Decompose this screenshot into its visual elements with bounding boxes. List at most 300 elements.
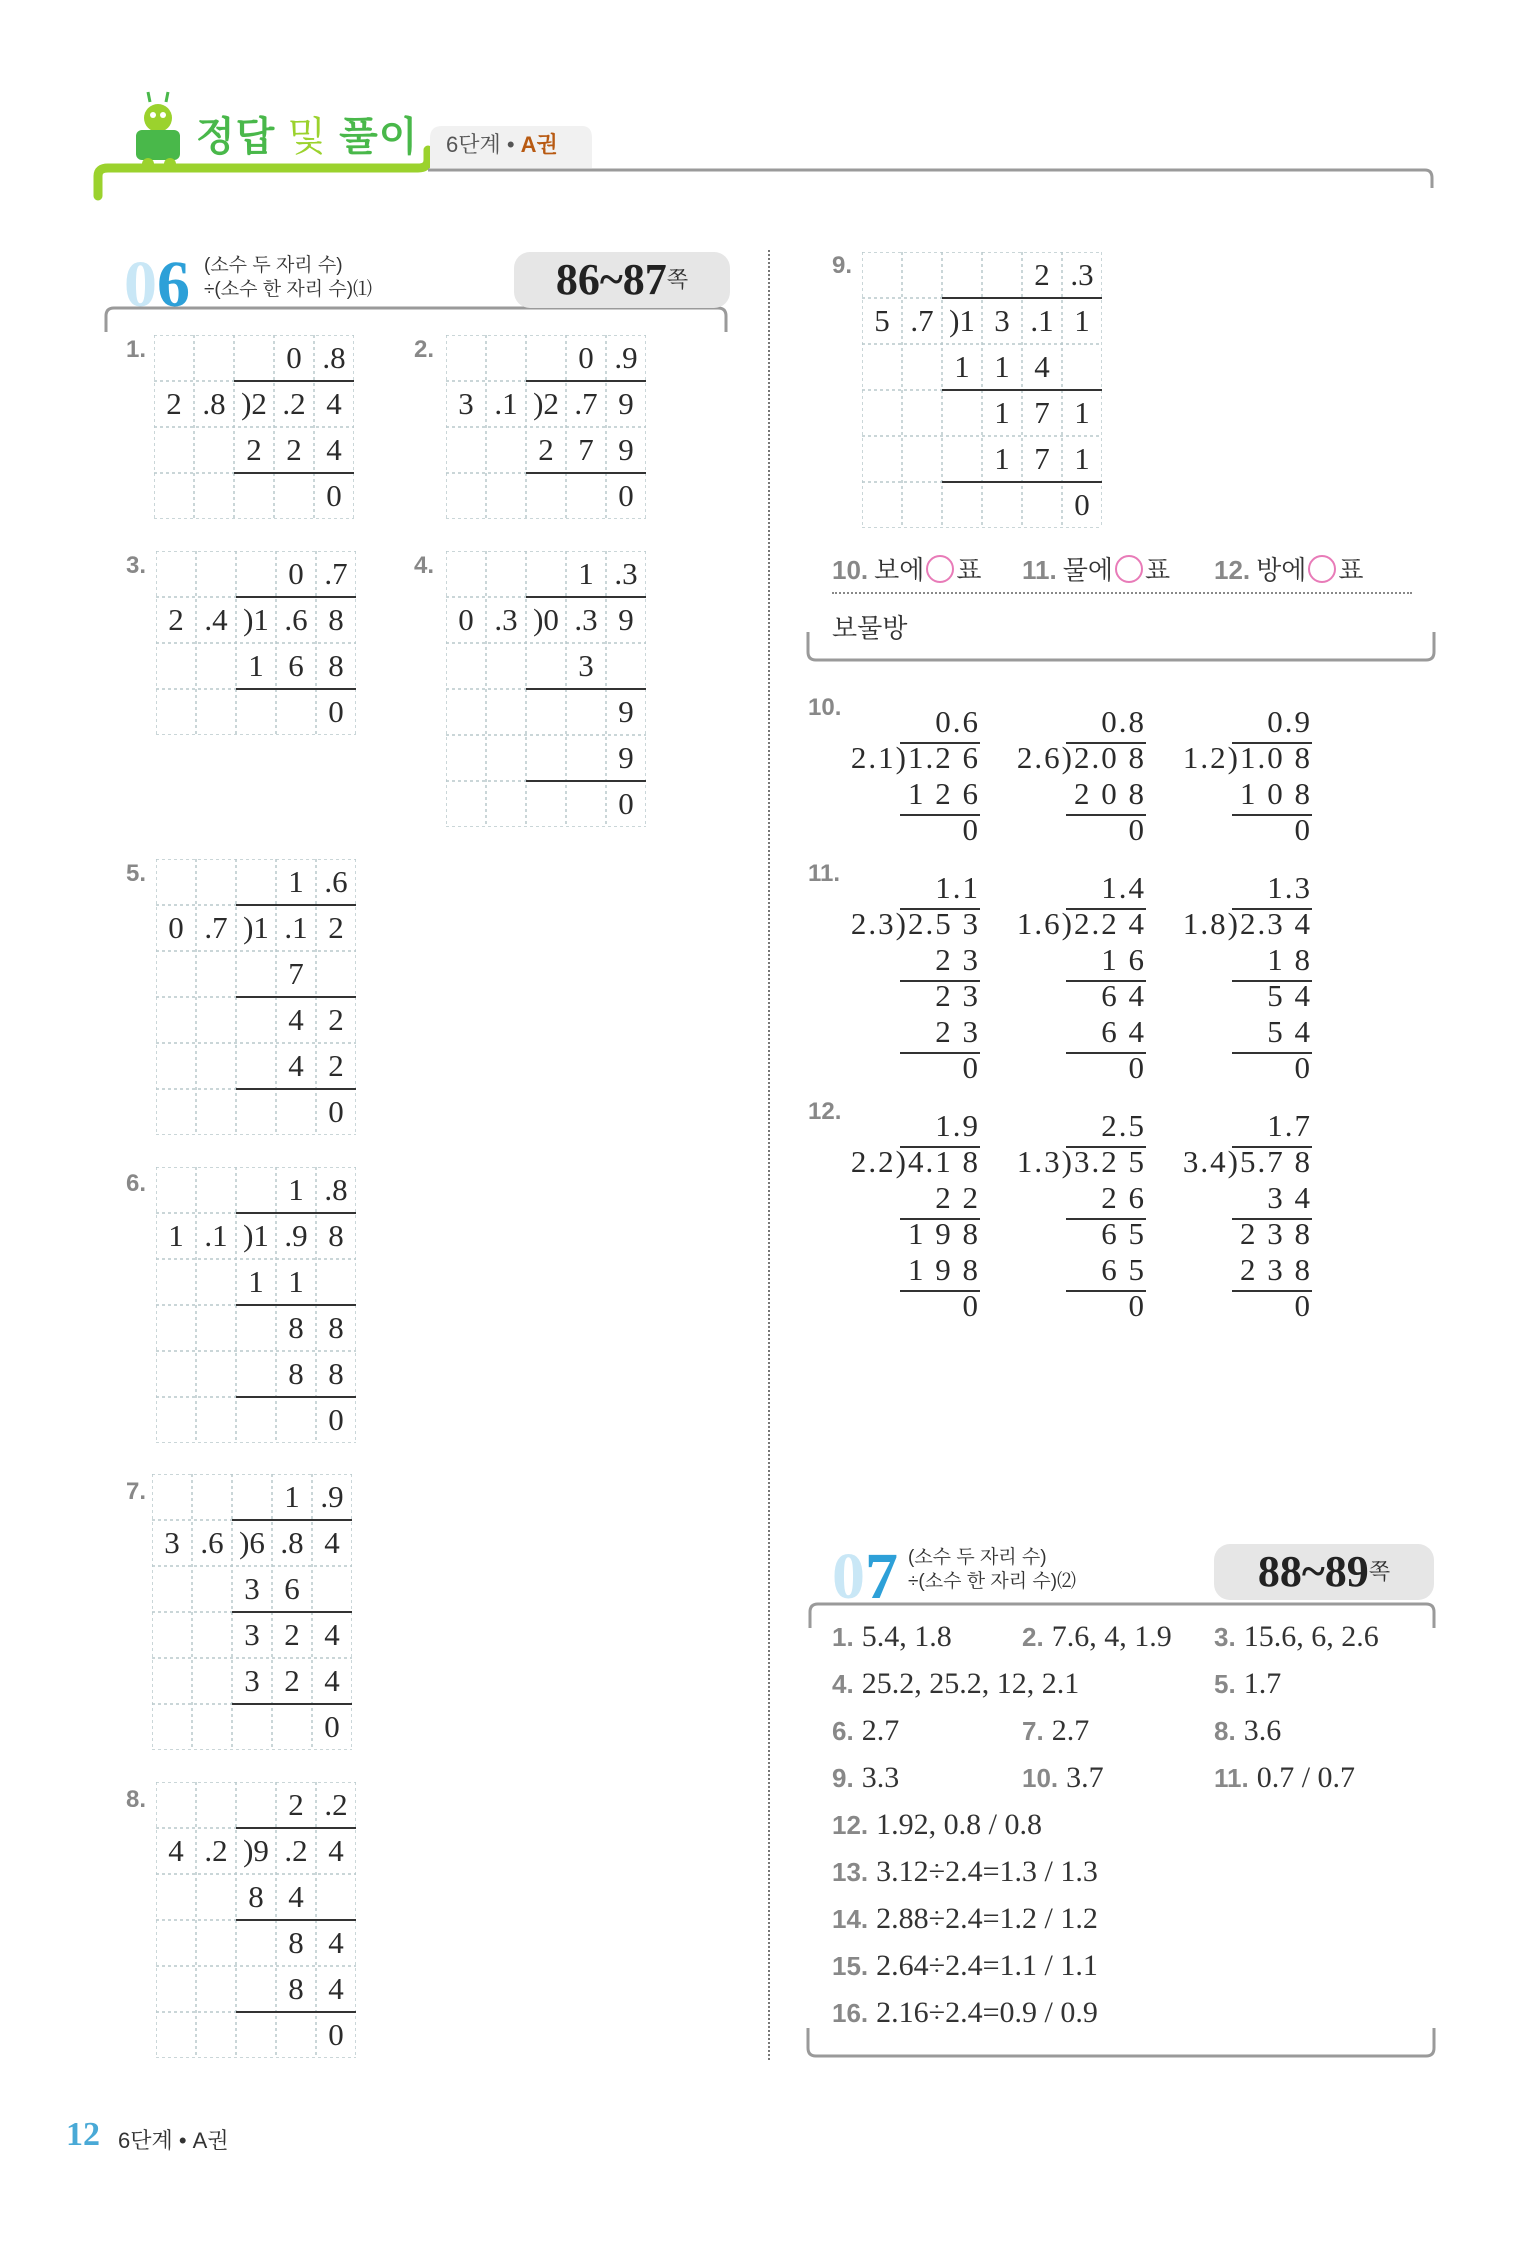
grid-digit: 2	[166, 386, 182, 421]
grid-digit	[156, 859, 196, 905]
grid-digit	[196, 1782, 236, 1828]
ld-line: 0	[1128, 812, 1146, 847]
ld-rule	[900, 1146, 980, 1148]
circle-icon	[1115, 555, 1143, 583]
ld-line: 0.6	[935, 704, 980, 739]
answer-value: 5.4, 1.8	[861, 1620, 952, 1653]
grid-digit	[526, 781, 566, 827]
grid-digit	[486, 689, 526, 735]
grid-digit	[152, 1566, 192, 1612]
answer-value: 25.2, 25.2, 12, 2.1	[861, 1667, 1080, 1700]
grid-digit: 3	[244, 1571, 260, 1606]
grid-digit	[942, 252, 982, 298]
answer-number: 7.	[1022, 1716, 1044, 1746]
answer-number: 10.	[1022, 1763, 1059, 1793]
grid-digit	[486, 781, 526, 827]
grid-digit	[192, 1474, 232, 1520]
ld-rule	[900, 980, 980, 982]
ld-rule	[1232, 1290, 1312, 1292]
grid-digit: .7	[324, 556, 348, 591]
grid-digit: 3	[244, 1617, 260, 1652]
grid-digit: 0	[458, 602, 474, 637]
grid-digit	[196, 1043, 236, 1089]
grid-digit: 1	[578, 556, 594, 591]
grid-digit	[192, 1566, 232, 1612]
grid-digit: 1	[994, 349, 1010, 384]
grid-digit	[194, 473, 234, 519]
grid-digit	[196, 551, 236, 597]
grid-digit: 2	[284, 1663, 300, 1698]
ld-line: 0	[962, 1050, 980, 1085]
grid-digit	[236, 859, 276, 905]
grid-digit: .8	[324, 1172, 348, 1207]
grid-digit	[446, 335, 486, 381]
grid-digit: 0	[618, 478, 634, 513]
grid-digit: 9	[618, 694, 634, 729]
grid-digit: .2	[324, 1787, 348, 1822]
grid-digit	[236, 1966, 276, 2012]
grid-digit: 1	[248, 1264, 264, 1299]
answer-number: 8.	[1214, 1716, 1236, 1746]
grid-digit	[902, 252, 942, 298]
answer-item	[832, 1667, 1079, 1701]
mascot-icon	[136, 92, 180, 170]
grid-digit	[236, 1782, 276, 1828]
answer-item	[832, 1902, 1098, 1936]
grid-digit	[156, 551, 196, 597]
answer-value: 2.88÷2.4=1.2 / 1.2	[876, 1902, 1098, 1935]
section07-pages: 88~89쪽	[1214, 1544, 1434, 1600]
grid-digit: .8	[202, 386, 226, 421]
problem-label: 1.	[126, 336, 147, 363]
grid-digit	[196, 1167, 236, 1213]
grid-digit	[862, 436, 902, 482]
answer-value: 2.16÷2.4=0.9 / 0.9	[876, 1996, 1098, 2029]
grid-digit	[196, 1966, 236, 2012]
grid-digit: )2	[533, 386, 559, 421]
grid-digit	[446, 427, 486, 473]
grid-digit: 8	[328, 602, 344, 637]
grid-digit	[236, 1305, 276, 1351]
grid-digit: 4	[326, 432, 342, 467]
grid-digit: 8	[288, 1310, 304, 1345]
grid-digit: .3	[1070, 257, 1094, 292]
grid-digit: 9	[618, 386, 634, 421]
answer-value: 7.6, 4, 1.9	[1051, 1620, 1172, 1653]
grid-digit	[236, 997, 276, 1043]
ld-line: 1.3)3.2 5	[1016, 1144, 1146, 1179]
grid-digit: )0	[533, 602, 559, 637]
grid-digit	[152, 1474, 192, 1520]
ld-rule	[1232, 1052, 1312, 1054]
answer-value: 2.7	[1051, 1714, 1090, 1747]
grid-digit: .1	[284, 910, 308, 945]
problem-label: 5.	[126, 860, 147, 887]
grid-digit	[486, 643, 526, 689]
grid-digit	[156, 2012, 196, 2058]
answer-value: 3.12÷2.4=1.3 / 1.3	[876, 1855, 1098, 1888]
grid-digit	[236, 2012, 276, 2058]
grid-digit: 7	[1034, 395, 1050, 430]
grid-digit: 3	[244, 1663, 260, 1698]
ld-line: 0	[962, 1288, 980, 1323]
grid-digit: 0	[1074, 487, 1090, 522]
grid-digit	[196, 1351, 236, 1397]
grid-digit: 1	[248, 648, 264, 683]
grid-digit: .7	[204, 910, 228, 945]
grid-digit	[192, 1612, 232, 1658]
grid-digit	[526, 551, 566, 597]
answer-value: 1.92, 0.8 / 0.8	[876, 1808, 1042, 1841]
grid-digit: 8	[328, 1356, 344, 1391]
grid-digit	[446, 643, 486, 689]
ld-line: 2 3 8	[1240, 1252, 1312, 1287]
grid-digit	[566, 781, 606, 827]
ld-line: 1.4	[1101, 870, 1146, 905]
grid-digit: 0	[288, 556, 304, 591]
ld-line: 1 9 8	[908, 1216, 980, 1251]
grid-digit	[236, 1167, 276, 1213]
answer-number: 15.	[832, 1951, 869, 1981]
grid-digit: 2	[168, 602, 184, 637]
grid-digit	[982, 252, 1022, 298]
ld-line: 1.3	[1267, 870, 1312, 905]
grid-digit: .4	[204, 602, 228, 637]
grid-digit: )9	[243, 1833, 269, 1868]
grid-digit	[486, 335, 526, 381]
grid-digit	[156, 1089, 196, 1135]
ld-line: 6 5	[1101, 1252, 1146, 1287]
section06-pages: 86~87쪽	[514, 252, 730, 308]
grid-digit: 6	[288, 648, 304, 683]
answer-item	[832, 1620, 952, 1654]
footer-tag: 6단계 • A권	[118, 2128, 229, 2153]
grid-digit: 0	[324, 1709, 340, 1744]
circle-icon	[1308, 555, 1336, 583]
problem-label: 9.	[832, 252, 853, 279]
grid-digit	[446, 781, 486, 827]
answer-number: 3.	[1214, 1622, 1236, 1652]
grid-digit	[196, 1259, 236, 1305]
ld-line: 1.9	[935, 1108, 980, 1143]
division-grid	[862, 252, 1102, 528]
division-grid	[446, 335, 646, 519]
grid-digit: 0	[286, 340, 302, 375]
grid-digit: 4	[324, 1617, 340, 1652]
division-grid	[156, 1782, 356, 2058]
answer-number: 14.	[832, 1904, 869, 1934]
grid-digit: )1	[949, 303, 975, 338]
grid-digit: .3	[614, 556, 638, 591]
grid-digit: 8	[288, 1925, 304, 1960]
grid-digit	[196, 1397, 236, 1443]
grid-digit	[156, 689, 196, 735]
grid-digit	[862, 344, 902, 390]
ld-line: 1.7	[1267, 1108, 1312, 1143]
ld-rule	[1066, 980, 1146, 982]
grid-digit	[236, 1089, 276, 1135]
grid-digit	[196, 689, 236, 735]
grid-digit	[152, 1612, 192, 1658]
ld-rule	[1232, 1218, 1312, 1220]
grid-digit	[566, 689, 606, 735]
grid-digit	[156, 1351, 196, 1397]
grid-digit: 3	[458, 386, 474, 421]
grid-digit: .2	[282, 386, 306, 421]
grid-digit	[156, 997, 196, 1043]
ld-rule	[900, 1052, 980, 1054]
ld-line: 0.9	[1267, 704, 1312, 739]
grid-digit: 6	[284, 1571, 300, 1606]
answer-item	[1022, 1714, 1089, 1748]
answer-item	[832, 1996, 1098, 2030]
grid-digit	[236, 1043, 276, 1089]
section07-bracket	[806, 2026, 1436, 2066]
grid-digit	[152, 1704, 192, 1750]
ld-line: 2.2)4.1 8	[850, 1144, 980, 1179]
grid-digit: 0	[328, 694, 344, 729]
ld-line: 2 3	[935, 942, 980, 977]
grid-digit: 9	[618, 740, 634, 775]
grid-digit	[316, 1874, 356, 1920]
answer-value: 15.6, 6, 2.6	[1243, 1620, 1379, 1653]
ld-line: 2 6	[1101, 1180, 1146, 1215]
grid-digit	[154, 427, 194, 473]
grid-digit	[276, 2012, 316, 2058]
grid-digit: 4	[324, 1663, 340, 1698]
column-divider	[768, 250, 770, 2060]
grid-digit	[156, 1043, 196, 1089]
answer-item	[832, 1855, 1098, 1889]
answer-value: 1.7	[1243, 1667, 1282, 1700]
grid-digit	[446, 551, 486, 597]
answer-item	[1214, 1620, 1379, 1654]
ld-line: 5 4	[1267, 1014, 1312, 1049]
ld-line: 2.6)2.0 8	[1016, 740, 1146, 775]
grid-digit	[862, 390, 902, 436]
ld-line: 2 0 8	[1074, 776, 1146, 811]
grid-digit: 2	[1034, 257, 1050, 292]
ld-rule	[1066, 1218, 1146, 1220]
grid-digit: 2	[328, 1002, 344, 1037]
ld-rule	[1066, 742, 1146, 744]
ld-label: 11.	[808, 860, 841, 887]
grid-digit	[526, 735, 566, 781]
ld-rule	[1232, 908, 1312, 910]
header-tag: 6단계 • A권	[446, 132, 558, 157]
grid-digit	[902, 344, 942, 390]
grid-digit: 4	[168, 1833, 184, 1868]
ld-rule	[900, 908, 980, 910]
grid-digit: 4	[328, 1833, 344, 1868]
grid-digit	[274, 473, 314, 519]
grid-digit	[196, 1920, 236, 1966]
answer-value: 2.7	[861, 1714, 900, 1747]
ld-rule	[900, 814, 980, 816]
answer-item	[832, 1949, 1098, 1983]
grid-digit: .8	[280, 1525, 304, 1560]
grid-digit: 3	[164, 1525, 180, 1560]
answer-number: 2.	[1022, 1622, 1044, 1652]
grid-digit	[196, 951, 236, 997]
grid-digit: 1	[994, 441, 1010, 476]
grid-digit	[942, 390, 982, 436]
ld-line: 1 9 8	[908, 1252, 980, 1287]
answer-item	[832, 1808, 1042, 1842]
grid-digit: .6	[324, 864, 348, 899]
ld-rule	[1232, 742, 1312, 744]
answer-number: 4.	[832, 1669, 854, 1699]
answer-value: 3.7	[1066, 1761, 1104, 1794]
ld-line: 0	[1128, 1288, 1146, 1323]
grid-digit: 3	[994, 303, 1010, 338]
ld-label: 10.	[808, 694, 842, 721]
grid-digit	[566, 735, 606, 781]
grid-digit: )1	[243, 910, 269, 945]
grid-digit	[446, 473, 486, 519]
grid-digit	[1062, 344, 1102, 390]
grid-digit: 3	[578, 648, 594, 683]
answer-number: 1.	[832, 1622, 854, 1652]
grid-digit: 4	[324, 1525, 340, 1560]
ld-line: 1.2)1.0 8	[1182, 740, 1312, 775]
grid-digit: 1	[288, 864, 304, 899]
problem-label: 3.	[126, 552, 147, 579]
division-grid	[156, 859, 356, 1135]
grid-digit	[156, 1167, 196, 1213]
grid-digit	[1022, 482, 1062, 528]
footer-page-number: 12	[66, 2116, 100, 2153]
answer-value: 3.6	[1243, 1714, 1282, 1747]
grid-digit	[156, 1305, 196, 1351]
ld-rule	[1232, 1146, 1312, 1148]
grid-digit: 2	[328, 910, 344, 945]
ld-line: 6 4	[1101, 978, 1146, 1013]
grid-digit	[196, 1305, 236, 1351]
grid-digit	[902, 390, 942, 436]
ld-line: 1.8)2.3 4	[1182, 906, 1312, 941]
grid-digit	[446, 735, 486, 781]
grid-digit: .7	[574, 386, 598, 421]
answer-item	[1022, 1761, 1104, 1795]
ld-line: 5 4	[1267, 978, 1312, 1013]
ld-rule	[1232, 980, 1312, 982]
division-grid	[156, 551, 356, 735]
grid-digit: 1	[284, 1479, 300, 1514]
grid-digit	[902, 482, 942, 528]
grid-digit: 4	[328, 1925, 344, 1960]
grid-digit	[862, 252, 902, 298]
grid-digit	[232, 1704, 272, 1750]
ld-rule	[900, 1290, 980, 1292]
grid-digit: )1	[243, 602, 269, 637]
grid-digit: 0	[578, 340, 594, 375]
grid-digit	[312, 1566, 352, 1612]
grid-digit	[236, 551, 276, 597]
grid-digit	[316, 1259, 356, 1305]
grid-digit: 1	[1074, 395, 1090, 430]
grid-digit: 2	[328, 1048, 344, 1083]
ld-rule	[1066, 1290, 1146, 1292]
ld-rule	[1232, 814, 1312, 816]
ld-line: 2 3 8	[1240, 1216, 1312, 1251]
ld-line: 2.3)2.5 3	[850, 906, 980, 941]
grid-digit	[942, 482, 982, 528]
grid-digit	[236, 689, 276, 735]
grid-digit	[316, 951, 356, 997]
grid-digit	[156, 1874, 196, 1920]
grid-digit: 9	[618, 432, 634, 467]
grid-digit	[156, 643, 196, 689]
answer-number: 12.	[832, 1810, 869, 1840]
grid-digit: 4	[288, 1048, 304, 1083]
ld-line: 1 0 8	[1240, 776, 1312, 811]
answer-item	[832, 1714, 899, 1748]
grid-digit	[236, 951, 276, 997]
answer-value: 2.64÷2.4=1.1 / 1.1	[876, 1949, 1098, 1982]
grid-digit	[942, 436, 982, 482]
section07-header	[808, 1540, 1436, 1630]
grid-digit	[232, 1474, 272, 1520]
division-grid	[154, 335, 354, 519]
grid-digit	[234, 335, 274, 381]
answer-item	[1214, 1667, 1281, 1701]
grid-digit	[486, 735, 526, 781]
ld-line: 0	[1294, 1050, 1312, 1085]
ld-line: 2.1)1.2 6	[850, 740, 980, 775]
grid-digit: 0	[168, 910, 184, 945]
ld-line: 0	[1294, 812, 1312, 847]
grid-digit: .1	[204, 1218, 228, 1253]
answer-item	[832, 1761, 899, 1795]
grid-digit	[862, 482, 902, 528]
section06-title: (소수 두 자리 수) ÷(소수 한 자리 수)⑴	[204, 255, 373, 300]
grid-digit: 4	[288, 1879, 304, 1914]
grid-digit	[272, 1704, 312, 1750]
ld-rule	[900, 742, 980, 744]
ld-rule	[1066, 908, 1146, 910]
section06-header	[104, 248, 728, 334]
answer-item	[1214, 1714, 1281, 1748]
grid-digit	[526, 643, 566, 689]
answer-value: 3.3	[861, 1761, 900, 1794]
grid-digit: 1	[994, 395, 1010, 430]
ld-label: 12.	[808, 1098, 842, 1125]
grid-digit: 0	[328, 1094, 344, 1129]
grid-digit	[446, 689, 486, 735]
ld-rule	[900, 1218, 980, 1220]
grid-digit	[196, 643, 236, 689]
grid-digit	[156, 951, 196, 997]
quiz-item-12: 12. 방에 표	[1214, 555, 1364, 585]
answer-number: 11.	[1214, 1763, 1249, 1793]
ld-line: 6 4	[1101, 1014, 1146, 1049]
grid-digit: 1	[1074, 441, 1090, 476]
grid-digit: .1	[494, 386, 518, 421]
grid-digit	[152, 1658, 192, 1704]
grid-digit	[196, 2012, 236, 2058]
ld-line: 1.6)2.2 4	[1016, 906, 1146, 941]
grid-digit	[196, 997, 236, 1043]
answer-number: 6.	[832, 1716, 854, 1746]
ld-line: 3.4)5.7 8	[1182, 1144, 1312, 1179]
section07-number: 07	[832, 1540, 898, 1613]
answer-item	[1214, 1761, 1355, 1795]
quiz-bracket	[806, 630, 1436, 670]
ld-rule	[1066, 1052, 1146, 1054]
grid-digit	[566, 473, 606, 519]
division-grid	[152, 1474, 352, 1750]
